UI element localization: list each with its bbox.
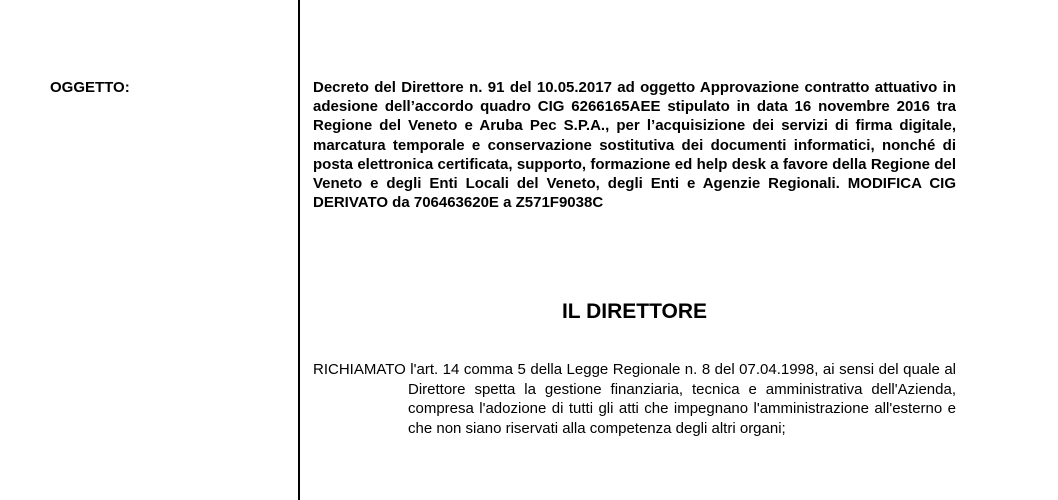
body-paragraph: RICHIAMATO l'art. 14 comma 5 della Legge Regionale n. 8 del 07.04.1998, ai sensi del quale al Direttore spetta la gestione finanziaria, tecnica e amministrativa dell'Azienda, compresa l'adozione di tutti gli atti che impegnano l'amministrazione all'esterno e che non siano riservati alla competenza degli altri organi; bbox=[313, 361, 956, 437]
subject-label: OGGETTO: bbox=[50, 79, 130, 96]
subject-text: Decreto del Direttore n. 91 del 10.05.2017 ad oggetto Approvazione contratto attuativo in adesione dell’accordo quadro CIG 6266165AEE stipulato in data 16 novembre 2016 tra Regione del Veneto e Aruba Pec S.P.A., per l’acquisizione dei servizi di firma digitale, marcatura temporale e conservazione sostitutiva dei documenti informatici, nonché di posta elettronica certificata, supporto, formazione ed help desk a favore della Regione del Veneto e degli Enti Locali del Veneto, degli Enti e Agenzie Regionali. MODIFICA CIG DERIVATO da 706463620E a Z571F9038C bbox=[313, 79, 956, 212]
section-heading: IL DIRETTORE bbox=[561, 300, 708, 323]
column-divider bbox=[298, 0, 300, 500]
